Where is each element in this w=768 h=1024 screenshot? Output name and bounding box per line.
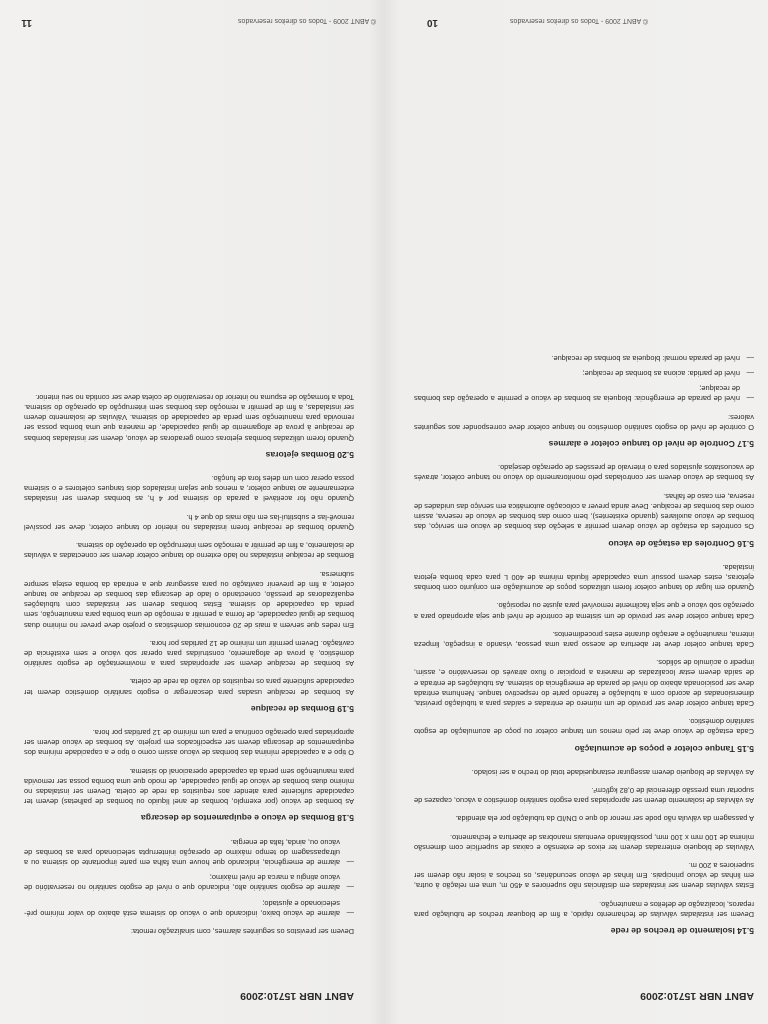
paragraph: Quando bombas de recalque forem instaladas no interior do tanque coletor, deve ser possível removê-las e substituí-las em não mais do que 4 h. [24, 512, 354, 532]
section-heading: 5.14 Isolamento de trechos de rede [610, 926, 754, 936]
paragraph: Devem ser instaladas válvulas de fechamento rápido, a fim de bloquear trechos de tubulação para reparos, localização de defeitos e manutenção. [414, 899, 754, 919]
section-heading: 5.15 Tanque coletor e poços de acumulação [574, 743, 754, 754]
level-list [414, 353, 754, 404]
running-header: ABNT NBR 15710:2009 [240, 990, 354, 1002]
page-10 [384, 0, 768, 1024]
copyright-footer: © ABNT 2009 - Todos os direitos reservados [510, 17, 648, 24]
paragraph: As bombas de recalque devem ser apropriadas para a movimentação de esgoto sanitário doméstico, à prova de afogamento, construídas para operar sob vácuo e sem existência de cavitação. Devem permitir um mínimo de 12 partidas por hora. [24, 638, 354, 669]
paragraph: As bombas de vácuo (por exemplo, bombas de anel líquido ou bombas de palhetas) devem ter capacidade suficiente para atender aos requisitos da rede de coleta. Devem ser instaladas no mínimo duas bombas de vácuo de igual capacidade, de modo que uma bomba possa ser removida para manutenção sem perda da capacidade operacional do sistema. [24, 766, 354, 807]
paragraph: Cada tanque coletor deve ser provido de um número de entradas e saídas para a tubulação prevista, dimensionadas de acordo com a tubulação e fazendo parte do respectivo tanque. Nenhuma entrada deve ser posicionada abaixo do nível de parada de emergência do sistema. As tubulações de entrada e de saída devem estar localizadas de maneira a propiciar o fluxo através do reservatório e, assim, impedir o acúmulo de sólidos. [414, 658, 754, 708]
alarm-list [24, 836, 354, 917]
page-11-body [24, 384, 354, 936]
paragraph: Os controles da estação de vácuo devem permitir a seleção das bombas de vácuo em serviço, das bombas de vácuo auxiliares (quando existentes), bem como das bombas de vácuo de reserva, assim como das bombas de recalque. Deve ainda prever a colocação automática em serviço das unidades de reserva, em caso de falhas. [414, 491, 754, 532]
paragraph: As bombas de vácuo devem ser controladas pelo monitoramento do vácuo no tanque coletor, através de vacuostatos ajustados para o intervalo de pressões de operação desejado. [414, 463, 754, 483]
list-item: — alarme de emergência, indicando que houve uma falha em parte importante do sistema ou a ultrapassagem do tempo máximo de operação ininterrupta selecionado para as bombas de vácuo ou, ainda, falta de energia. [24, 836, 354, 867]
paragraph: Cada tanque coletor deve ser provido de um sistema de controle de nível que seja apropriado para a operação sob vácuo e que seja facilmente removível para ajuste ou reposição. [414, 601, 754, 621]
list-item: — alarme de vácuo baixo, indicando que o vácuo do sistema está abaixo do valor mínimo pré-selecionado e ajustado; [24, 897, 354, 917]
paragraph: As bombas de recalque usadas para descarregar o esgoto sanitário doméstico devem ter capacidade suficiente para os requisitos do vazão da rede de coleta. [24, 677, 354, 697]
list-item: — alarme de esgoto sanitário alto, indicando que o nível de esgoto sanitário no reservatório de vácuo atingiu a marca de nível máximo; [24, 872, 354, 892]
running-header: ABNT NBR 15710:2009 [640, 990, 754, 1002]
paragraph: Válvulas de bloqueio enterradas devem ter eixos de extensão e caixas de superfície com dimensão mínima de 100 mm x 100 mm, possibilitando eventuais manobras de abertura e fechamento. [414, 832, 754, 852]
paragraph: Quando não for aceitável a parada do sistema por 4 h, as bombas devem ser instaladas externamente ao tanque coletor, a menos que sejam instalados dois tanques coletores e o sistema possa operar com um deles fora de função. [24, 474, 354, 504]
paragraph: As válvulas de isolamento devem ser apropriadas para esgoto sanitário doméstico a vácuo, capazes de suportar uma pressão diferencial de 0,82 kgf/cm². [414, 785, 754, 806]
list-item: — nível de partida: aciona as bombas de recalque; [414, 368, 754, 378]
paragraph: Cada estação de vácuo deve ter pelo menos um tanque coletor ou poço de acumulação de esgoto sanitário doméstico. [414, 717, 754, 737]
paragraph: O controle de nível do esgoto sanitário doméstico no tanque coletor deve corresponder aos seguintes valores: [414, 412, 754, 432]
section-heading: 5.17 Controle de nível do tanque coletor e alarmes [548, 439, 754, 450]
list-item: — nível de parada normal: bloqueia as bombas de recalque. [414, 353, 754, 363]
list-item: — nível de parada de emergência: bloqueia as bombas de vácuo e permite a operação das bombas de recalque; [414, 383, 754, 403]
paragraph: Cada tanque coletor deve ter abertura de acesso para uma pessoa, visando a inspeção, limpeza interna, manutenção e aeração durante estes procedimentos. [414, 629, 754, 649]
page-number: 10 [426, 17, 438, 28]
section-heading: 5.20 Bombas ejetoras [265, 449, 354, 460]
page-number: 11 [21, 17, 32, 28]
paragraph: Devem ser previstos os seguintes alarmes, com sinalização remota: [130, 927, 354, 936]
paragraph: Bombas de recalque instaladas no lado externo do tanque coletor devem ser conectadas a válvulas de isolamento, a fim de permitir a remoção sem interrupção da operação do sistema. [24, 541, 354, 561]
paragraph: Quando em lugar do tanque coletor forem utilizados poços de acumulação em conjunto com bombas ejetoras, estes devem possuir uma capacidade líquida mínima de 400 L para cada bomba ejetora instalada. [414, 562, 754, 593]
paragraph: Em redes que servem a mais de 20 economias domésticas o projeto deve prever no mínimo duas bombas de igual capacidade, de forma a permitir a remoção de uma bomba para manutenção, sem perda da capacidade do sistema. Estas bombas devem ser instaladas com tubulações equalizadoras de pressão, conectando o lado de descarga das bombas de recalque ao tanque coletor, a fim de prevenir cavitação ou para assegurar que a entrada da bomba esteja sempre submersa. [24, 569, 354, 630]
section-heading: 5.16 Controles da estação de vácuo [608, 538, 754, 549]
paragraph: Quando forem utilizadas bombas ejetoras como geradoras de vácuo, devem ser instaladas bombas de recalque à prova de afogamento de igual capacidade, de maneira que uma bomba possa ser removida para manutenção sem perda de capacidade do sistema. Válvulas de isolamento devem ser instaladas, a fim de permitir a remoção das bombas sem interrupção da operação do sistema. Toda a formação de espuma no interior do reservatório de coleta deve ser contida no seu interior. [24, 392, 354, 443]
copyright-footer: © ABNT 2009 - Todos os direitos reservados [238, 17, 376, 24]
paragraph: As válvulas de bloqueio devem assegurar estanqueidade total do trecho a ser isolado. [471, 767, 754, 777]
paragraph: A passagem da válvula não pode ser menor do que o DN/ID da tubulação por ela atendida. [455, 814, 754, 824]
paragraph: O tipo e a capacidade mínima das bombas de vácuo assim como o tipo e a capacidade mínima dos equipamentos de descarga devem ser especificados em projeto. As bombas de vácuo devem ser apropriadas para operação contínua e para um mínimo de 12 partidas por hora. [24, 727, 354, 758]
section-heading: 5.18 Bombas de vácuo e equipamentos de descarga [140, 813, 354, 824]
paragraph: Estas válvulas devem ser instaladas em distâncias não superiores a 450 m, uma em relação à outra, em linhas de vácuo principais. Em linhas de vácuo secundárias, os trechos a isolar não devem ser superiores a 200 m. [414, 860, 754, 891]
page-10-body [414, 345, 754, 936]
section-heading: 5.19 Bombas de recalque [250, 703, 354, 714]
